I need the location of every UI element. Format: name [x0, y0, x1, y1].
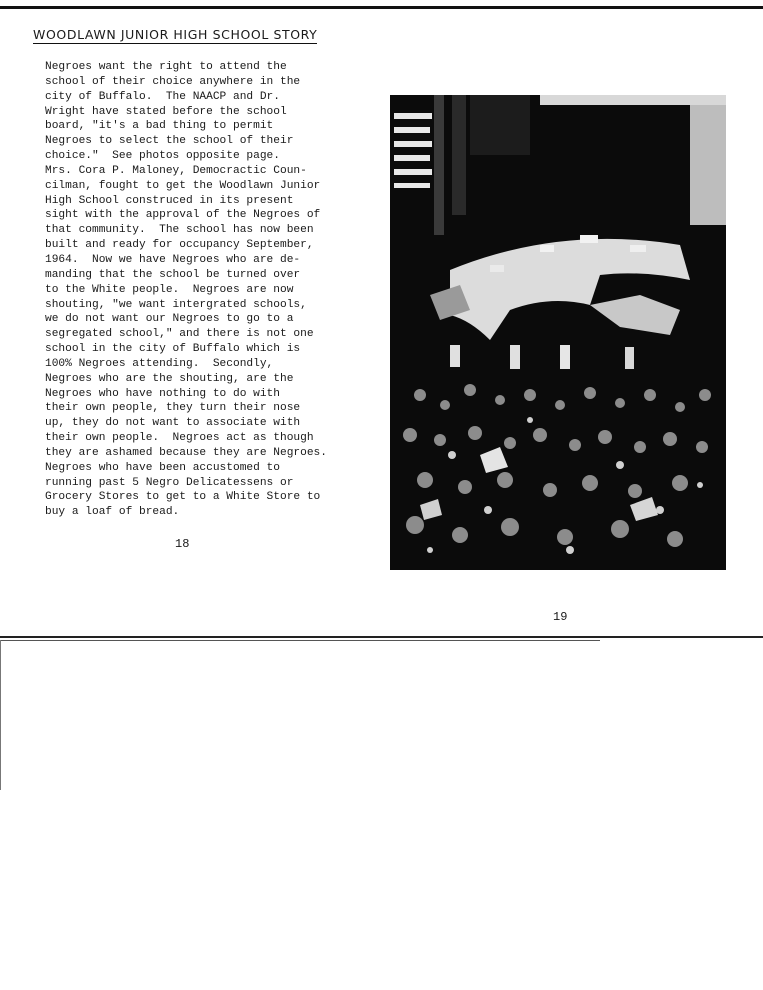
- text-line: shouting, "we want intergrated schools,: [45, 298, 307, 311]
- meeting-photo: [390, 95, 726, 570]
- text-line: choice." See photos opposite page.: [45, 150, 280, 163]
- text-line: Negroes to select the school of their: [45, 135, 294, 148]
- text-line: manding that the school be turned over: [45, 268, 301, 281]
- body-text: [45, 60, 375, 520]
- text-line: Negroes who are the shouting, are the: [45, 372, 294, 385]
- text-line: Wright have stated before the school: [45, 105, 287, 118]
- text-line: 100% Negroes attending. Secondly,: [45, 357, 274, 370]
- page-number-right: 19: [553, 610, 568, 624]
- text-line: Negroes who have been accustomed to: [45, 461, 280, 474]
- text-line: running past 5 Negro Delicatessens or: [45, 476, 294, 489]
- text-line: Mrs. Cora P. Maloney, Democractic Coun-: [45, 164, 307, 177]
- text-line: up, they do not want to associate with: [45, 417, 301, 430]
- text-line: to the White people. Negroes are now: [45, 283, 294, 296]
- text-line: Grocery Stores to get to a White Store to: [45, 491, 321, 504]
- text-line: their own people, they turn their nose: [45, 402, 301, 415]
- text-line: cilman, fought to get the Woodlawn Junior: [45, 179, 321, 192]
- text-line: built and ready for occupancy September,: [45, 239, 314, 252]
- text-line: we do not want our Negroes to go to a: [45, 313, 294, 326]
- text-line: 1964. Now we have Negroes who are de-: [45, 253, 301, 266]
- top-rule: [0, 6, 763, 9]
- page-divider-secondary: [0, 640, 600, 641]
- text-line: Negroes want the right to attend the: [45, 61, 287, 73]
- page-divider: [0, 636, 763, 638]
- text-line: buy a loaf of bread.: [45, 506, 180, 519]
- text-line: segregated school," and there is not one: [45, 328, 314, 341]
- meeting-photo-image: [390, 95, 726, 570]
- text-line: school in the city of Buffalo which is: [45, 343, 301, 356]
- text-line: board, "it's a bad thing to permit: [45, 120, 274, 133]
- page-title: WOODLAWN JUNIOR HIGH SCHOOL STORY: [33, 27, 318, 42]
- text-line: sight with the approval of the Negroes of: [45, 209, 321, 222]
- text-line: school of their choice anywhere in the: [45, 75, 301, 88]
- text-line: they are ashamed because they are Negroes.: [45, 446, 327, 459]
- text-line: city of Buffalo. The NAACP and Dr.: [45, 90, 280, 103]
- text-line: High School construced in its present: [45, 194, 294, 207]
- text-line: their own people. Negroes act as though: [45, 432, 314, 445]
- page-edge: [0, 640, 1, 790]
- page-number-left: 18: [175, 537, 190, 551]
- text-line: that community. The school has now been: [45, 224, 314, 237]
- text-line: Negroes who have nothing to do with: [45, 387, 280, 400]
